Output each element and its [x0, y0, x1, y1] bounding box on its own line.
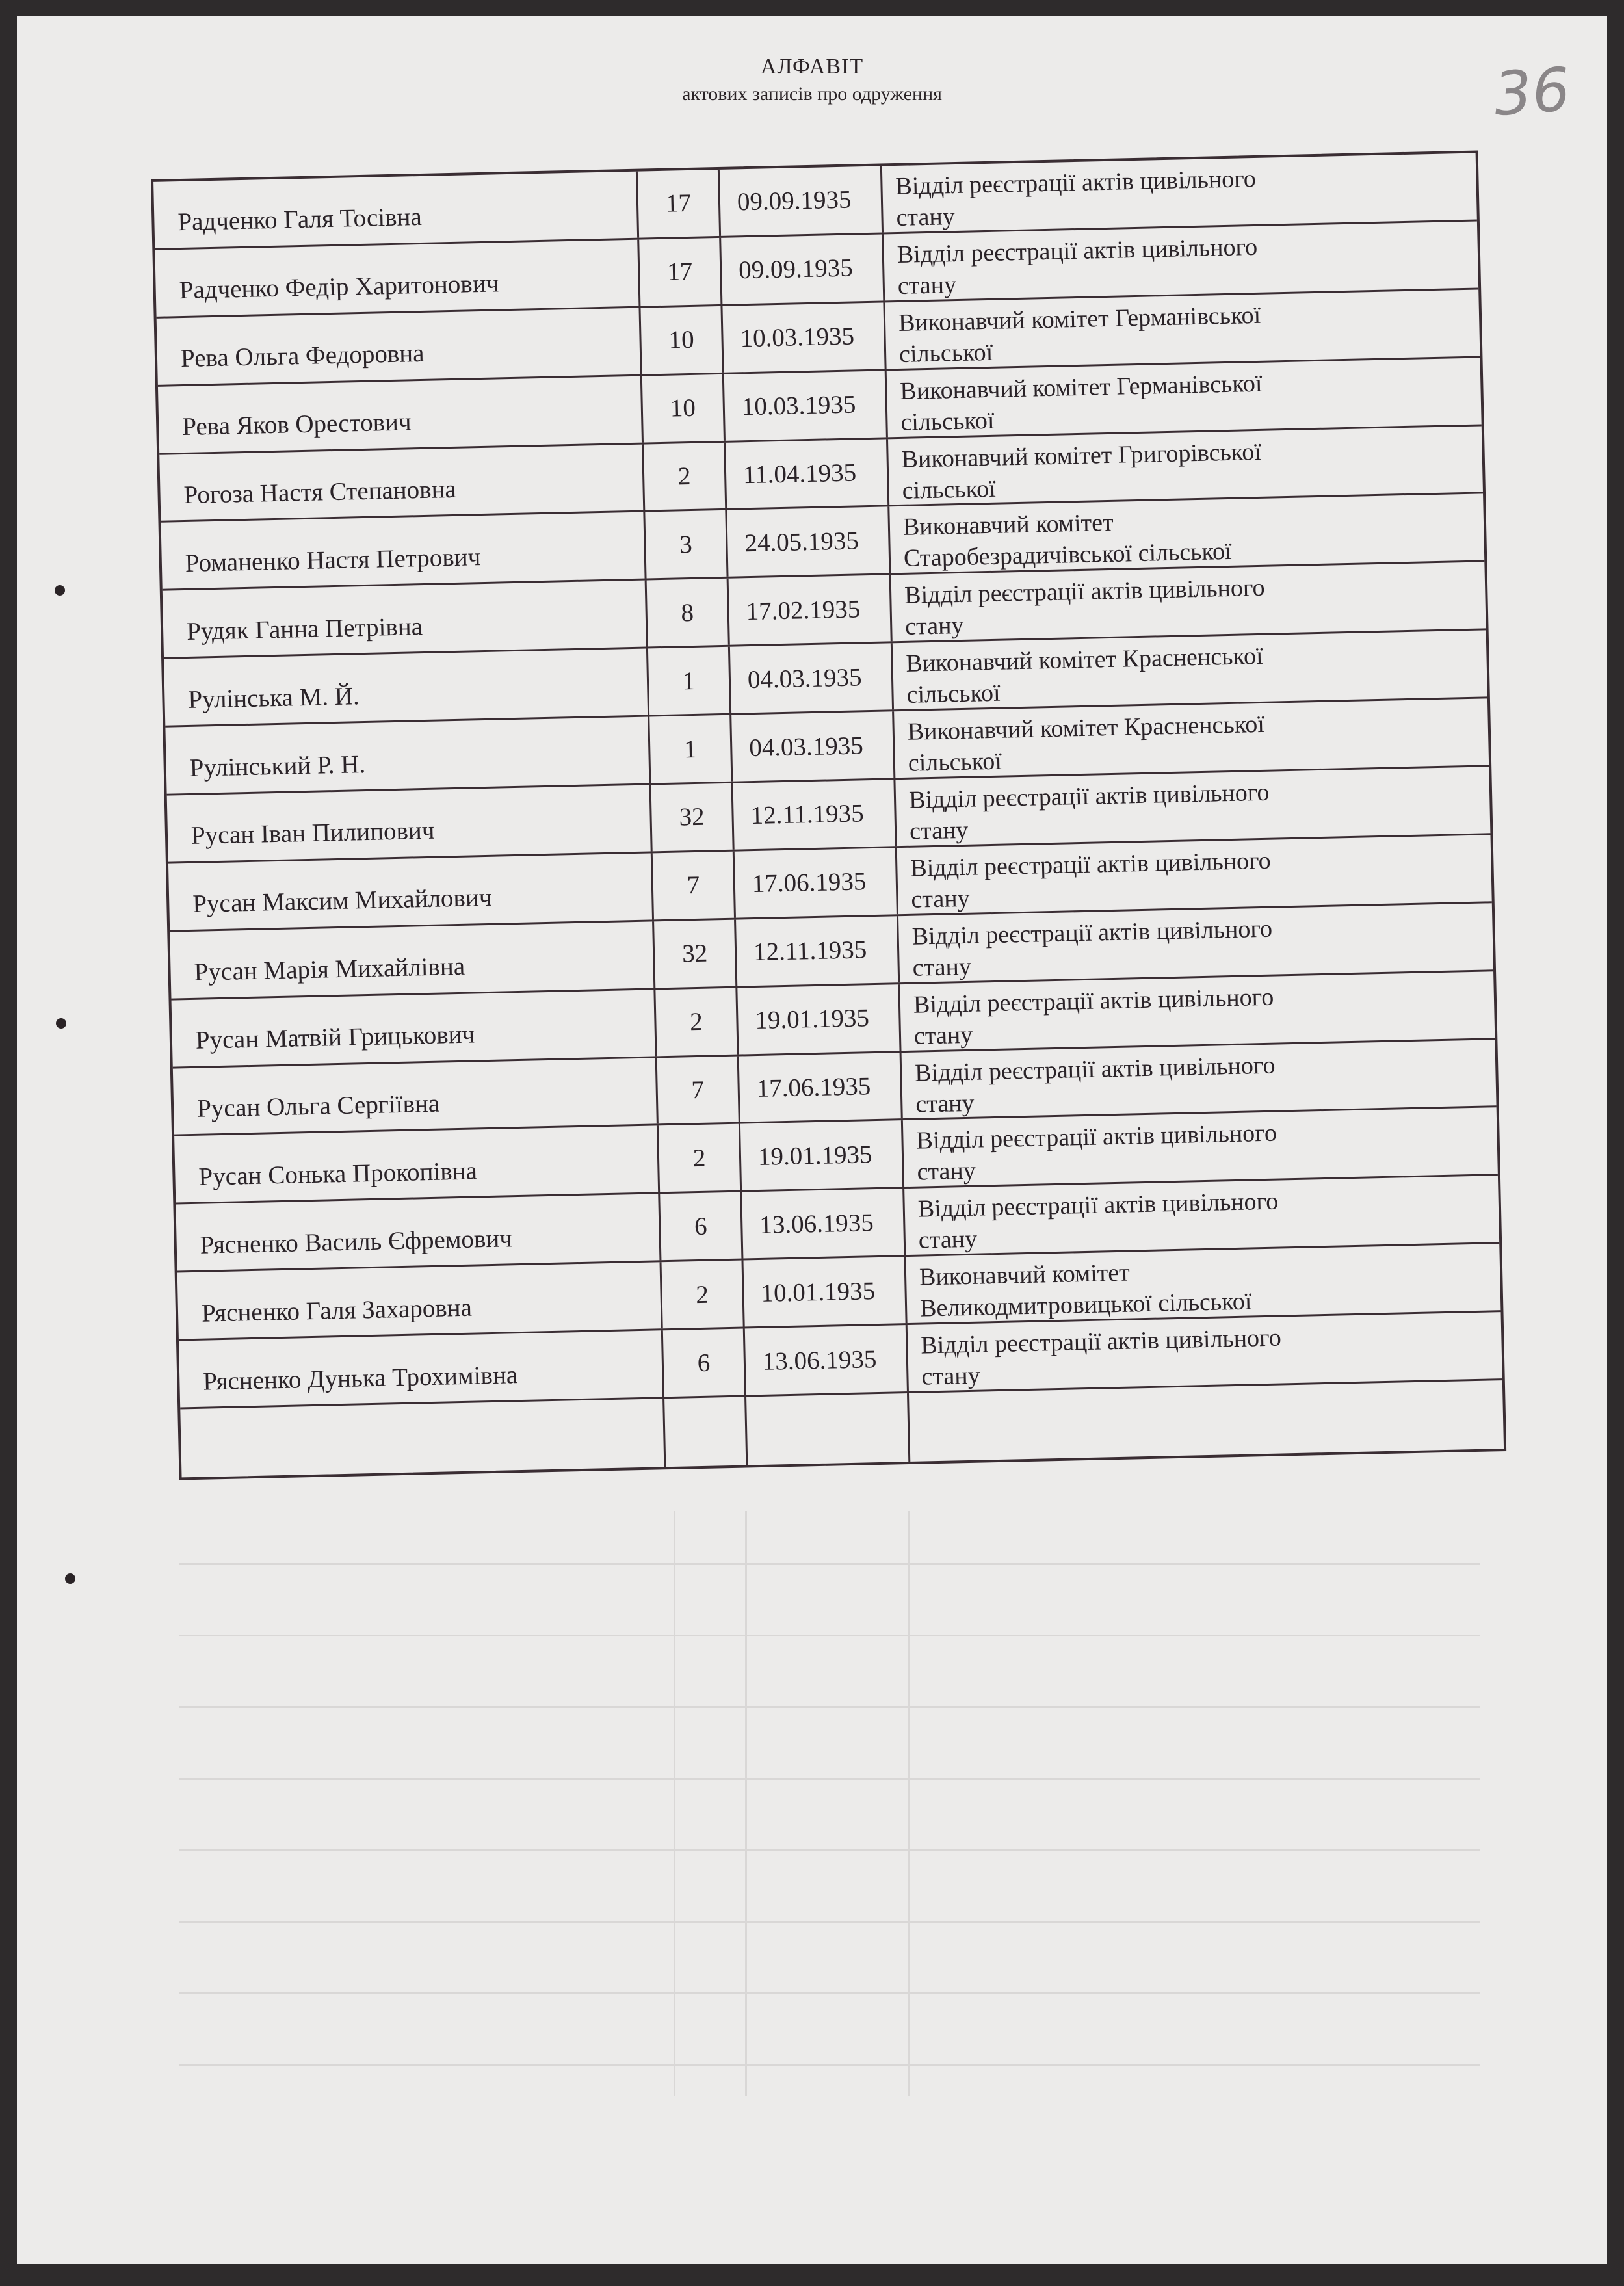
registry-office-line: Відділ реєстрації актів цивільного [911, 915, 1273, 951]
record-date-cell: 10.03.1935 [722, 302, 886, 372]
registry-office-cell [900, 971, 1489, 1051]
record-number-cell: 7 [657, 1056, 740, 1124]
record-date-cell: 13.06.1935 [745, 1325, 909, 1395]
record-number-cell: 3 [645, 510, 728, 579]
record-number-cell: 2 [662, 1261, 745, 1329]
registry-office-line: стану [912, 952, 972, 982]
bleed-through-line [179, 1921, 1480, 1923]
person-name-cell: Русан Марія Михайлівна [170, 921, 655, 998]
person-name-cell: Рудяк Ганна Петрівна [163, 581, 648, 657]
registry-office-line: стану [909, 816, 969, 845]
person-name-cell: Романенко Настя Петрович [161, 512, 647, 589]
registry-office-cell [903, 1108, 1493, 1187]
handwritten-page-number: 36 [1491, 55, 1573, 129]
record-date-cell: 12.11.1935 [736, 916, 900, 986]
person-name-cell: Русан Матвій Грицькович [172, 990, 657, 1066]
record-number-cell: 10 [642, 374, 726, 443]
registry-office-cell [893, 631, 1482, 710]
registry-office-line: Відділ реєстрації актів цивільного [897, 233, 1258, 269]
registry-office-line: стану [913, 1021, 973, 1050]
registry-office-cell [888, 426, 1478, 505]
registry-office-cell [908, 1312, 1497, 1391]
registry-office-line: стану [897, 270, 957, 300]
record-date-cell [746, 1393, 910, 1465]
registry-office-cell [891, 562, 1481, 642]
registry-office-line: сільської [898, 338, 993, 368]
registry-office-line: Відділ реєстрації актів цивільного [917, 1187, 1279, 1223]
registry-office-cell [882, 153, 1472, 233]
record-number-cell: 2 [644, 442, 727, 510]
record-number-cell: 1 [649, 715, 733, 783]
bleed-through-line [908, 1511, 910, 2096]
marriage-records-table [151, 150, 1506, 1480]
registry-office-cell [906, 1244, 1495, 1324]
bleed-through-line [179, 2064, 1480, 2066]
document-page [17, 16, 1607, 2264]
record-date-cell: 17.06.1935 [739, 1053, 903, 1122]
registry-office-line: стану [910, 884, 971, 913]
registry-office-cell [897, 835, 1487, 914]
record-number-cell: 8 [647, 579, 730, 647]
bleed-through-line [674, 1511, 675, 2096]
record-number-cell: 6 [660, 1192, 743, 1261]
registry-office-line: сільської [906, 679, 1001, 709]
registry-office-line: Відділ реєстрації актів цивільного [910, 847, 1272, 882]
record-number-cell [664, 1397, 748, 1467]
punch-hole [55, 585, 65, 596]
record-date-cell: 09.09.1935 [721, 234, 885, 304]
registry-office-line: стану [915, 1089, 975, 1118]
registry-office-line: Відділ реєстрації актів цивільного [904, 574, 1265, 610]
registry-office-line: сільської [902, 475, 997, 505]
registry-office-line: Виконавчий комітет [919, 1259, 1131, 1291]
punch-hole [56, 1018, 66, 1029]
record-date-cell: 19.01.1935 [737, 984, 901, 1054]
registry-office-cell [898, 903, 1488, 982]
registry-office-line: стану [904, 612, 964, 641]
document-title: АЛФАВІТ [760, 55, 864, 79]
bleed-through-line [179, 1635, 1480, 1636]
bleed-through-line [179, 1563, 1480, 1565]
registry-office-line: Виконавчий комітет Красненської [906, 642, 1263, 678]
registry-office-cell [904, 1176, 1494, 1255]
record-number-cell: 17 [638, 170, 721, 238]
person-name-cell: Русан Максим Михайлович [168, 853, 654, 930]
registry-office-cell [889, 494, 1479, 573]
record-date-cell: 04.03.1935 [731, 711, 895, 781]
bleed-through-line [179, 1778, 1480, 1780]
registry-office-line: Виконавчий комітет Германівської [899, 369, 1263, 405]
registry-office-line: Виконавчий комітет [902, 509, 1114, 542]
registry-office-cell [884, 222, 1473, 301]
person-name-cell: Рулінський Р. Н. [165, 717, 651, 794]
record-date-cell: 04.03.1935 [730, 644, 894, 713]
record-date-cell: 19.01.1935 [740, 1121, 904, 1190]
document-subtitle: актових записів про одруження [682, 83, 942, 105]
registry-office-cell [902, 1040, 1491, 1119]
person-name-cell: Русан Іван Пилипович [167, 785, 653, 861]
person-name-cell: Рева Ольга Федоровна [157, 308, 642, 384]
record-date-cell: 17.02.1935 [729, 575, 893, 645]
punch-hole [65, 1573, 75, 1584]
registry-office-line: Виконавчий комітет Германівської [898, 301, 1261, 337]
person-name-cell: Рясненко Дунька Трохимівна [179, 1330, 664, 1407]
record-number-cell: 6 [663, 1329, 746, 1397]
registry-office-cell [885, 289, 1474, 369]
registry-office-line: Відділ реєстрації актів цивільного [895, 164, 1257, 201]
registry-office-line: Старобезрадичівської сільської [903, 538, 1233, 573]
person-name-cell: Радченко Галя Тосівна [153, 172, 639, 248]
registry-office-line: стану [896, 203, 956, 231]
registry-office-line: стану [918, 1226, 978, 1254]
record-date-cell: 10.01.1935 [743, 1257, 907, 1326]
registry-office-line: сільської [908, 747, 1002, 777]
record-date-cell: 10.03.1935 [724, 371, 888, 440]
record-date-cell: 09.09.1935 [720, 166, 884, 235]
record-number-cell: 7 [653, 852, 736, 920]
record-date-cell: 24.05.1935 [727, 507, 891, 577]
registry-office-line: Великодмитровицької сільської [919, 1287, 1252, 1322]
registry-office-line: стану [917, 1157, 976, 1187]
registry-office-line: Відділ реєстрації актів цивільного [916, 1120, 1277, 1155]
record-date-cell: 11.04.1935 [726, 439, 889, 508]
bleed-through-line [179, 1849, 1480, 1851]
registry-office-line: Виконавчий комітет Григорівської [901, 438, 1262, 473]
person-name-cell: Рясненко Василь Єфремович [176, 1194, 661, 1271]
person-name-cell: Рулінська М. Й. [164, 649, 649, 726]
record-number-cell: 32 [654, 919, 737, 988]
registry-office-line: сільської [900, 406, 995, 436]
registry-office-cell [887, 358, 1476, 437]
record-number-cell: 10 [640, 306, 724, 374]
registry-office-cell [895, 767, 1485, 847]
registry-office-line: Відділ реєстрації актів цивільного [908, 778, 1270, 814]
person-name-cell [180, 1399, 666, 1477]
bleed-through-line [179, 1992, 1480, 1994]
registry-office-line: Відділ реєстрації актів цивільного [914, 1051, 1276, 1087]
person-name-cell: Рева Яков Орестович [158, 376, 644, 453]
registry-office-line: Відділ реєстрації актів цивільного [920, 1324, 1282, 1360]
record-number-cell: 2 [655, 988, 739, 1056]
person-name-cell: Рогоза Настя Степановна [159, 444, 645, 521]
record-date-cell: 17.06.1935 [735, 848, 898, 917]
record-date-cell: 12.11.1935 [733, 780, 897, 849]
record-date-cell: 13.06.1935 [742, 1189, 906, 1258]
record-number-cell: 1 [648, 647, 731, 715]
person-name-cell: Русан Сонька Прокопівна [174, 1126, 660, 1203]
bleed-through-line [179, 1706, 1480, 1708]
registry-office-line: Виконавчий комітет Красненської [907, 710, 1265, 746]
person-name-cell: Радченко Федір Харитонович [155, 240, 640, 317]
bleed-through-line [745, 1511, 747, 2096]
person-name-cell: Русан Ольга Сергіївна [173, 1058, 659, 1135]
registry-office-line: Відділ реєстрації актів цивільного [913, 983, 1274, 1019]
record-number-cell: 32 [651, 783, 735, 852]
registry-office-line: стану [921, 1361, 981, 1391]
registry-office-cell [894, 699, 1484, 778]
person-name-cell: Рясненко Галя Захаровна [177, 1263, 663, 1339]
record-number-cell: 2 [659, 1124, 742, 1192]
registry-office-cell [909, 1380, 1499, 1462]
record-number-cell: 17 [639, 238, 722, 306]
